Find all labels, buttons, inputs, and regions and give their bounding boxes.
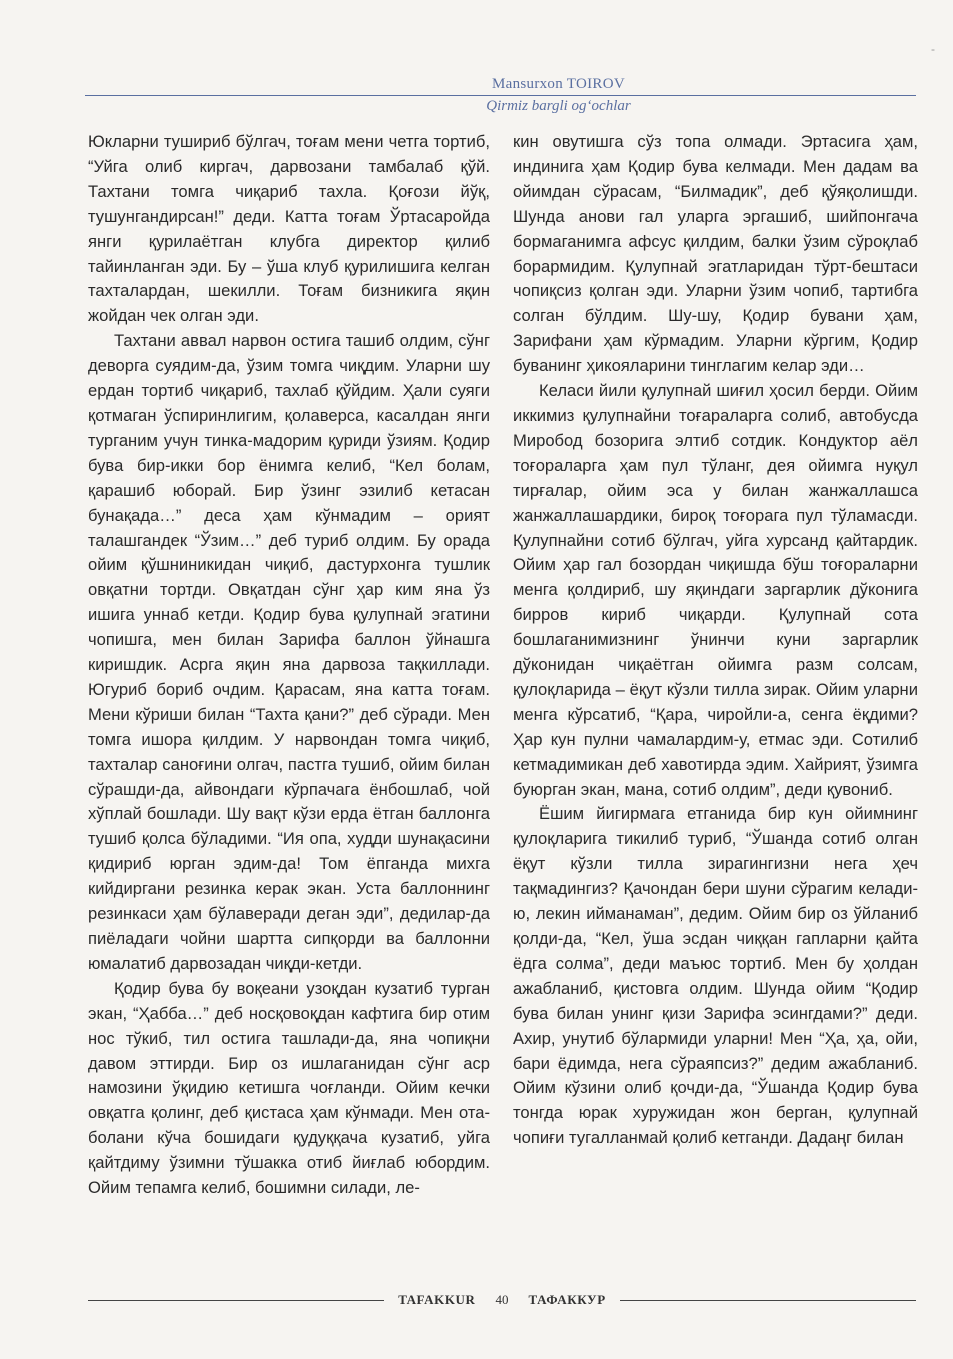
paragraph: Юкларни тушириб бўлгач, тоғам мени четга тортиб, “Уйга олиб киргач, дарвозани тамбалаб қўй. Тахтани томга чиқариб тахла. Қоғози йўқ, тушунгандирсан!” деди. Катта тоғам Ўртасаройда янги қурилаётган клубга директор қилиб тайинланган эди. Бу – ўша клуб қурилишига келган тахталардан, шекилли. Тоғам бизникига яқин жойдан чек олган эди. xyxy=(88,132,490,326)
paragraph: Тахтани аввал нарвон остига ташиб олдим, сўнг деворга суядим-да, ўзим томга чиқдим. Уларни шу ердан тортиб чиқариб, тахлаб қўйдим. Ҳали суяги қотмаган ўспиринлигим, қолаверса, касалдан янги турганим учун тинка-мадорим қуриди ўзиям. Қодир бува бир-икки бор ёнимга келиб, “Кел болам, қарашиб юборай. Бир ўзинг эзилиб кетасан бунақада…” деса ҳам кўнмадим – орият талашгандек “Ўзим…” деб туриб олдим. Бу орада ойим қўшниникидан чиқиб, дастурхонга тушлик овқатни тортди. Овқатдан сўнг ҳар ким яна ўз ишига уннаб кетди. Қодир бува қулупнай эгатини чопишга, мен билан Зарифа баллон ўйнашга киришдик. Асрга яқин яна дарвоза тақкиллади. Югуриб бориб очдим. Қарасам, яна катта тоғам. Мени кўриши билан “Тахта қани?” деб сўради. Мен томга ишора қилдим. У нарвондан томга чиқиб, тахталар саноғини олгач, пастга тушиб, ойим билан сўрашди-да, айвондаги кўрпачага ёнбошлаб, чой хўплай бошлади. Шу вақт кўзи ерда ётган баллонга тушиб қолса бўладими. “Ия опа, худди шунақасини қидириб юрган эдим-да! Том ёпганда михга кийдиргани резинка керак экан. Уста баллоннинг резинкаси ҳам бўлаверади деган эди”, дедилар-да пиёладаги чойни шартта сипқорди ва баллонни юмалатиб дарвозадан чиқди-кетди. xyxy=(88,331,490,973)
running-header xyxy=(85,76,916,115)
story-title: Qirmiz bargli og‘ochlar xyxy=(486,98,631,114)
author-name: Mansurxon TOIROV xyxy=(492,76,625,92)
paragraph: кин овутишга сўз топа олмади. Эртасига ҳам, индинига ҳам Қодир бува келмади. Мен дадам ва ойимдан сўрасам, “Билмадик”, деб қўяқолишди. Шунда анови гал уларга эргашиб, шийпонгача бормаганимга афсус қилдим, балки ўзим сўроқлаб борармидим. Қулупнай эгатларидан тўрт-бештаси чопиқсиз қолган эди. Уларни ўзим чопиб, тартибга солган бўлдим. Шу-шу, Қодир бувани ҳам, Зарифани ҳам кўрмадим. Уларни кўргим, Қодир буванинг ҳикояларини тинглагим келар эди… xyxy=(513,132,918,376)
right-column xyxy=(513,130,918,1151)
footer-rule-right xyxy=(620,1300,916,1301)
journal-name-latin: TAFAKKUR xyxy=(398,1292,476,1307)
journal-name-cyrillic: ТАФАККУР xyxy=(528,1292,606,1307)
corner-mark: - xyxy=(931,42,935,56)
paragraph: Келаси йили қулупнай шиғил ҳосил берди. Ойим иккимиз қулупнайни тоғараларга солиб, автобусда Миробод бозорига элтиб сотдик. Кондуктор аёл тоғораларга ҳам пул тўланг, дея ойимга нуқул тирғалар, ойим эса у билан жанжаллашса жанжаллашардики, бироқ тоғорага пул тўламасди. Қулупнайни сотиб бўлгач, уйга хурсанд қайтардик. Ойим ҳар гал бозордан чиқишда бўш тоғораларни менга қолдириб, шу яқиндаги заргарлик дўконига бирров кириб чиқарди. Қулупнай сота бошлаганимизнинг ўнинчи куни заргарлик дўконидан чиқаётган ойимга разм солсам, қулоқларида – ёқут кўзли тилла зирак. Ойим уларни менга кўрсатиб, “Қара, чиройли-а, сенга ёқдими? Ҳар кун пулни чамалардим-у, етмас эди. Сотилиб кетмадимикан деб хавотирда эдим. Хайрият, ўзимга буюрган экан, мана, сотиб олдим”, деди қувониб. xyxy=(513,381,918,799)
header-rule xyxy=(85,95,916,96)
paragraph: Қодир бува бу воқеани узоқдан кузатиб турган экан, “Ҳабба…” деб носқовоқдан кафтига бир отим нос тўкиб, тил остига ташлади-да, яна чопиқни давом эттирди. Бир оз ишлаганидан сўнг аср намозини ўқидию кетишга чоғланди. Ойим кечки овқатга қолинг, деб қистаса ҳам кўнмади. Мен ота-болани кўча бошидаги қудуққача кузатиб, уйга қайтдиму ўзимни тўшакка отиб йиғлаб юбордим. Ойим тепамга келиб, бошимни силади, ле- xyxy=(88,978,490,1198)
footer-rule-left xyxy=(88,1300,384,1301)
paragraph: Ёшим йигирмага етганида бир кун ойимнинг қулоқларига тикилиб туриб, “Ўшанда сотиб олган ёқут кўзли тилла зирагингизни нега ҳеч тақмадингиз? Қачондан бери шуни сўрагим келади-ю, лекин ийманаман”, дедим. Ойим бир оз ўйланиб қолди-да, “Кел, ўша эсдан чиққан гапларни қайта ёдга солма”, деди маъюс тортиб. Мен бу ҳолдан ажабланиб, қистовга олдим. Шунда ойим “Қодир бува билан унинг қизи Зарифа эсингдами?” деди. Ахир, унутиб бўлармиди уларни! Мен “Ҳа, ҳа, ойи, бари ёдимда, нега сўраяпсиз?” дедим ажабланиб. Ойим кўзини олиб қочди-да, “Ўшанда Қодир бува тонгда юрак хуружидан жон берган, қулупнай чопиғи тугалланмай қолиб кетганди. Дадаңг билан xyxy=(513,804,918,1148)
left-column xyxy=(88,130,490,1201)
page-footer xyxy=(88,1292,916,1308)
page-number: 40 xyxy=(495,1292,509,1307)
